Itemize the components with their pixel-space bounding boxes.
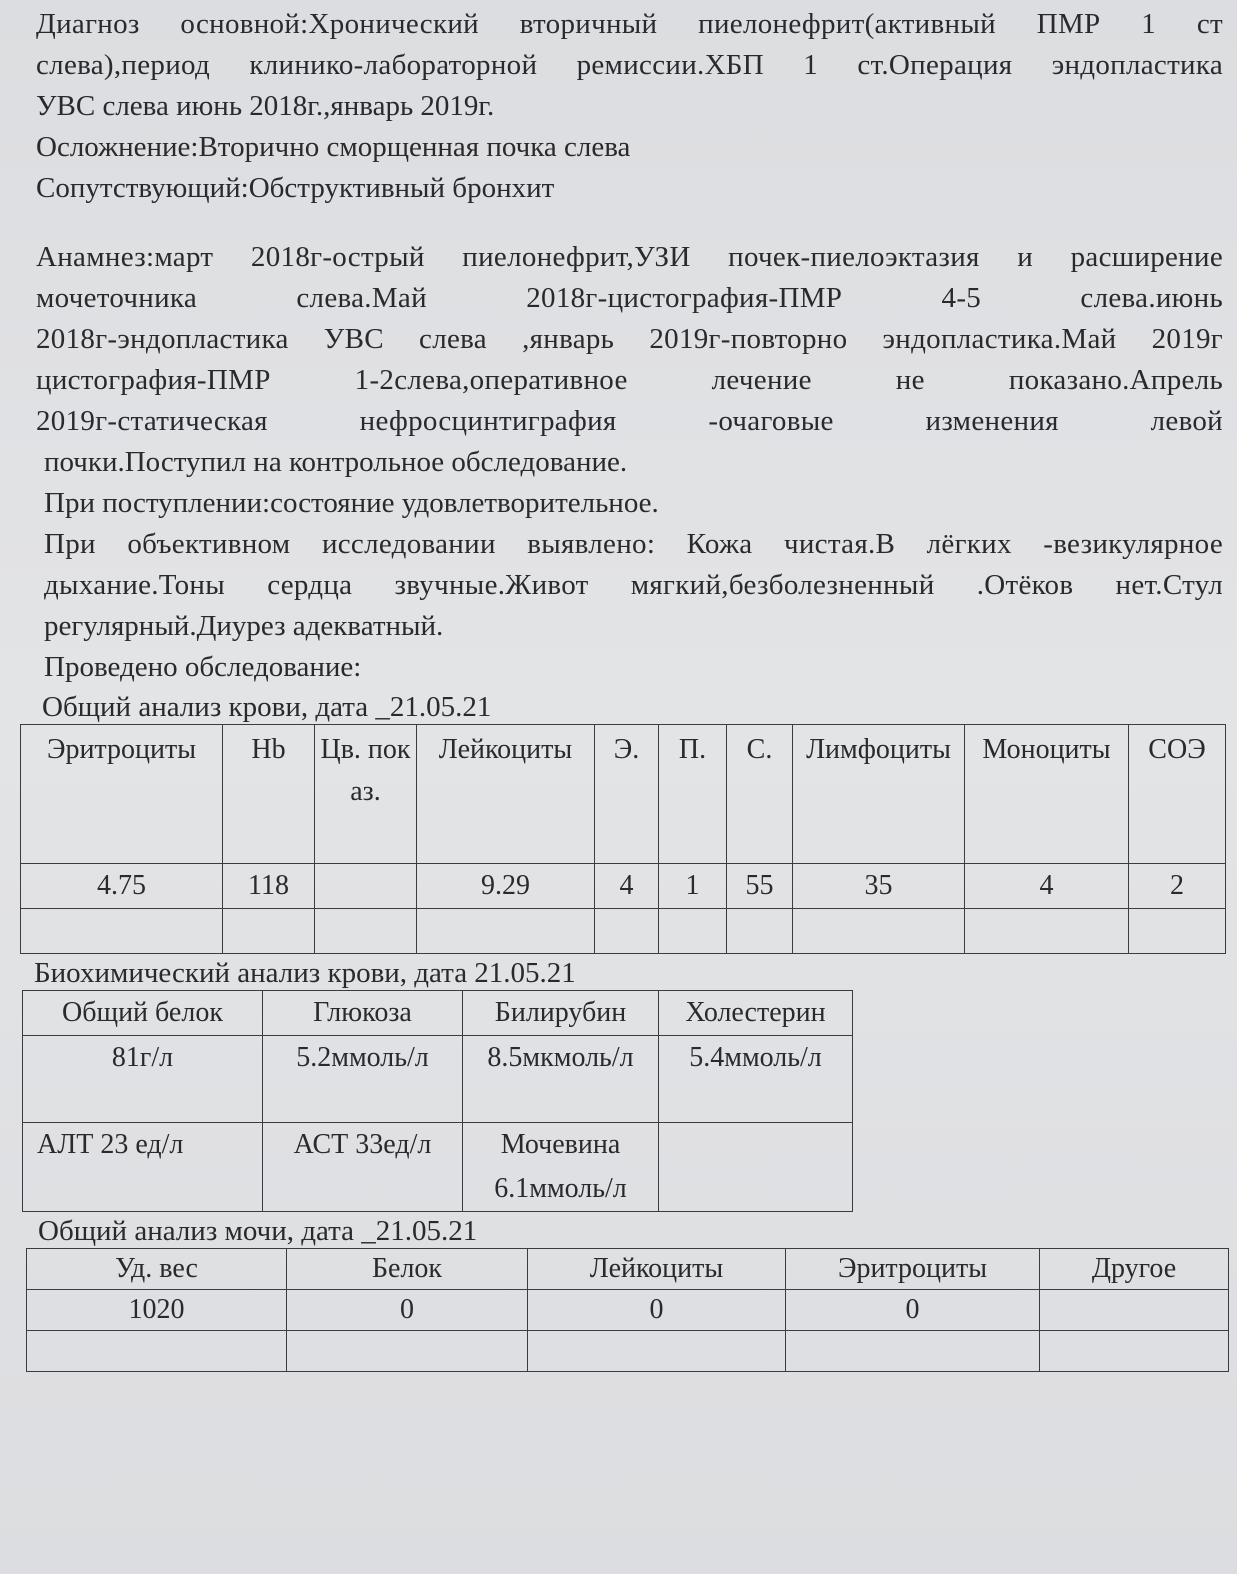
blood-general-title: Общий анализ крови, дата _21.05.21	[42, 691, 492, 723]
blood-biochem-table	[22, 990, 853, 1212]
value-band: 1	[659, 864, 727, 909]
header-cholesterol: Холестерин	[659, 991, 853, 1036]
header-urine-erythrocytes: Эритроциты	[786, 1249, 1040, 1290]
diagnosis-line-3: УВС слева июнь 2018г.,январь 2019г.	[36, 90, 495, 122]
header-esr: СОЭ	[1129, 725, 1226, 864]
performed-label: Проведено обследование:	[44, 651, 362, 683]
value-glucose: 5.2ммоль/л	[263, 1036, 463, 1123]
exam-line-1: При объективном исследовании выявлено: Кожа чистая.В лёгких -везикулярное	[44, 528, 1223, 560]
header-protein: Белок	[287, 1249, 528, 1290]
diagnosis-line-2: слева),период клинико-лабораторной ремиссии.ХБП 1 ст.Операция эндопластика	[36, 49, 1223, 81]
value-color-index	[315, 864, 417, 909]
empty-row	[21, 909, 1226, 954]
exam-line-3: регулярный.Диурез адекватный.	[44, 610, 444, 642]
value-leukocytes: 9.29	[417, 864, 595, 909]
header-total-protein: Общий белок	[23, 991, 263, 1036]
anamnesis-line-3: 2018г-эндопластика УВС слева ,январь 2019г-повторно эндопластика.Май 2019г	[36, 323, 1223, 355]
value-erythrocytes: 4.75	[21, 864, 223, 909]
header-leukocytes: Лейкоциты	[417, 725, 595, 864]
exam-line-2: дыхание.Тоны сердца звучные.Живот мягкий,безболезненный .Отёков нет.Стул	[44, 569, 1223, 601]
header-hb: Hb	[223, 725, 315, 864]
anamnesis-line-2: мочеточника слева.Май 2018г-цистография-ПМР 4-5 слева.июнь	[36, 282, 1223, 314]
header-erythrocytes: Эритроциты	[21, 725, 223, 864]
complication: Осложнение:Вторично сморщенная почка слева	[36, 131, 631, 163]
value-cholesterol: 5.4ммоль/л	[659, 1036, 853, 1123]
header-color-index: Цв. показ.	[315, 725, 417, 864]
concomitant: Сопутствующий:Обструктивный бронхит	[36, 172, 555, 204]
value-monocytes: 4	[965, 864, 1129, 909]
value-urea: Мочевина 6.1ммоль/л	[463, 1123, 659, 1212]
value-bilirubin: 8.5мкмоль/л	[463, 1036, 659, 1123]
anamnesis-section	[36, 237, 1223, 688]
value-empty	[659, 1123, 853, 1212]
value-other	[1040, 1290, 1229, 1331]
header-band: П.	[659, 725, 727, 864]
value-urine-leukocytes: 0	[528, 1290, 786, 1331]
header-other: Другое	[1040, 1249, 1229, 1290]
header-glucose: Глюкоза	[263, 991, 463, 1036]
anamnesis-line-6: почки.Поступил на контрольное обследование.	[44, 446, 628, 478]
blood-general-table	[20, 724, 1226, 954]
anamnesis-line-4: цистография-ПМР 1-2слева,оперативное лечение не показано.Апрель	[36, 364, 1223, 396]
value-hb: 118	[223, 864, 315, 909]
header-segmented: С.	[727, 725, 793, 864]
anamnesis-line-5: 2019г-статическая нефросцинтиграфия -очаговые изменения левой	[36, 405, 1223, 437]
value-specific-gravity: 1020	[27, 1290, 287, 1331]
header-monocytes: Моноциты	[965, 725, 1129, 864]
header-specific-gravity: Уд. вес	[27, 1249, 287, 1290]
header-urine-leukocytes: Лейкоциты	[528, 1249, 786, 1290]
value-lymphocytes: 35	[793, 864, 965, 909]
admission-status: При поступлении:состояние удовлетворительное.	[44, 487, 659, 519]
value-esr: 2	[1129, 864, 1226, 909]
header-bilirubin: Билирубин	[463, 991, 659, 1036]
value-urine-erythrocytes: 0	[786, 1290, 1040, 1331]
header-lymphocytes: Лимфоциты	[793, 725, 965, 864]
urine-general-table	[26, 1248, 1229, 1372]
diagnosis-line-1: Диагноз основной:Хронический вторичный пиелонефрит(активный ПМР 1 ст	[36, 8, 1223, 40]
urine-general-title: Общий анализ мочи, дата _21.05.21	[38, 1215, 478, 1247]
value-eosinophils: 4	[595, 864, 659, 909]
value-ast: АСТ 33ед/л	[263, 1123, 463, 1212]
header-eosinophils: Э.	[595, 725, 659, 864]
blood-biochem-title: Биохимический анализ крови, дата 21.05.21	[34, 957, 576, 989]
anamnesis-line-1: Анамнез:март 2018г-острый пиелонефрит,УЗИ почек-пиелоэктазия и расширение	[36, 241, 1223, 273]
empty-row	[27, 1331, 1229, 1372]
value-protein: 0	[287, 1290, 528, 1331]
value-total-protein: 81г/л	[23, 1036, 263, 1123]
diagnosis-section	[36, 4, 1223, 209]
value-alt: АЛТ 23 ед/л	[23, 1123, 263, 1212]
value-segmented: 55	[727, 864, 793, 909]
